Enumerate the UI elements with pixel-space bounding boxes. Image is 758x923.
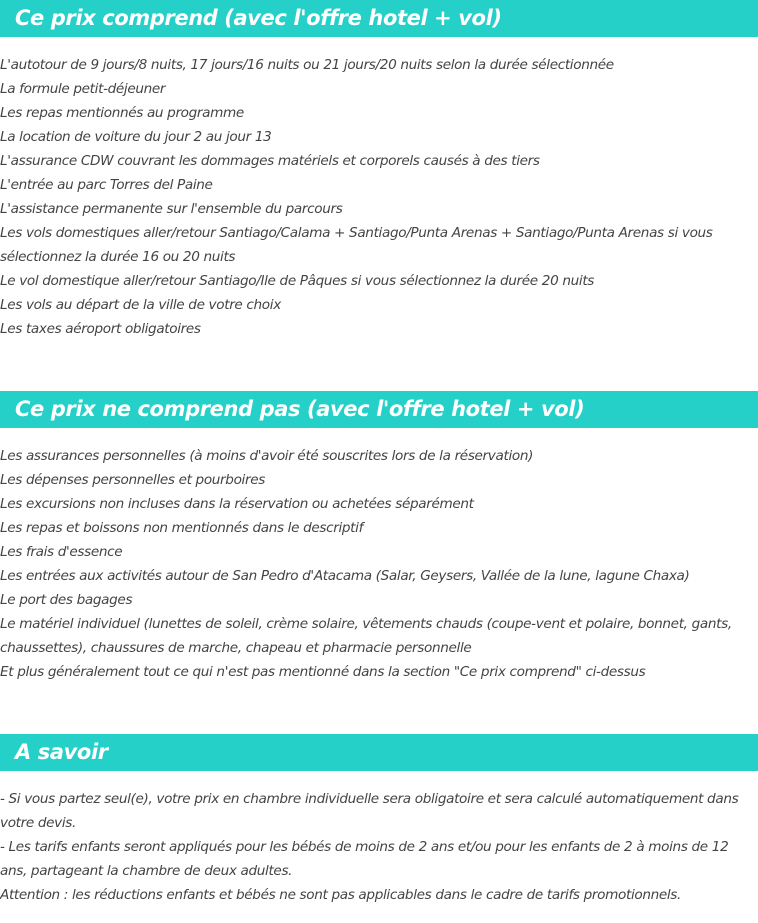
included-list: [0, 53, 752, 341]
list-item: Les assurances personnelles (à moins d'avoir été souscrites lors de la réservation): [0, 448, 534, 464]
list-item: Les dépenses personnelles et pourboires: [0, 472, 265, 488]
list-item: Le port des bagages: [0, 592, 133, 608]
list-item: - Les tarifs enfants seront appliqués pour les bébés de moins de 2 ans et/ou pour les enfants de 2 à moins de 12 ans, partageant la chambre de deux adultes.: [0, 839, 729, 879]
list-item: La formule petit-déjeuner: [0, 81, 166, 97]
list-item: L'entrée au parc Torres del Paine: [0, 177, 213, 193]
not-included-list: [0, 444, 752, 684]
list-item: Le matériel individuel (lunettes de soleil, crème solaire, vêtements chauds (coupe-vent et polaire, bonnet, gants, chaussettes), chaussures de marche, chapeau et pharmacie personnelle: [0, 616, 732, 656]
list-item: Les repas mentionnés au programme: [0, 105, 244, 121]
list-item: Attention : les réductions enfants et bébés ne sont pas applicables dans le cadre de tarifs promotionnels.: [0, 887, 682, 903]
list-item: L'autotour de 9 jours/8 nuits, 17 jours/16 nuits ou 21 jours/20 nuits selon la durée sélectionnée: [0, 57, 614, 73]
list-item: Les taxes aéroport obligatoires: [0, 321, 201, 337]
list-item: Les vols domestiques aller/retour Santiago/Calama + Santiago/Punta Arenas + Santiago/Punta Arenas si vous sélectionnez la durée 16 ou 20 nuits: [0, 225, 713, 265]
list-item: Le vol domestique aller/retour Santiago/Ile de Pâques si vous sélectionnez la durée 20 nuits: [0, 273, 595, 289]
list-item: L'assurance CDW couvrant les dommages matériels et corporels causés à des tiers: [0, 153, 540, 169]
section-title-included: Ce prix comprend (avec l'offre hotel + vol): [0, 0, 758, 37]
section-title-a-savoir: A savoir: [0, 734, 758, 771]
list-item: L'assistance permanente sur l'ensemble du parcours: [0, 201, 343, 217]
list-item: Et plus généralement tout ce qui n'est pas mentionné dans la section "Ce prix comprend" ci-dessus: [0, 664, 646, 680]
section-title-not-included: Ce prix ne comprend pas (avec l'offre hotel + vol): [0, 391, 758, 428]
list-item: Les repas et boissons non mentionnés dans le descriptif: [0, 520, 364, 536]
list-item: Les entrées aux activités autour de San Pedro d'Atacama (Salar, Geysers, Vallée de la lune, lagune Chaxa): [0, 568, 690, 584]
list-item: Les frais d'essence: [0, 544, 123, 560]
list-item: Les excursions non incluses dans la réservation ou achetées séparément: [0, 496, 474, 512]
list-item: - Si vous partez seul(e), votre prix en chambre individuelle sera obligatoire et sera calculé automatiquement dans votre devis.: [0, 791, 739, 831]
list-item: La location de voiture du jour 2 au jour 13: [0, 129, 272, 145]
list-item: Les vols au départ de la ville de votre choix: [0, 297, 281, 313]
a-savoir-list: [0, 787, 752, 907]
